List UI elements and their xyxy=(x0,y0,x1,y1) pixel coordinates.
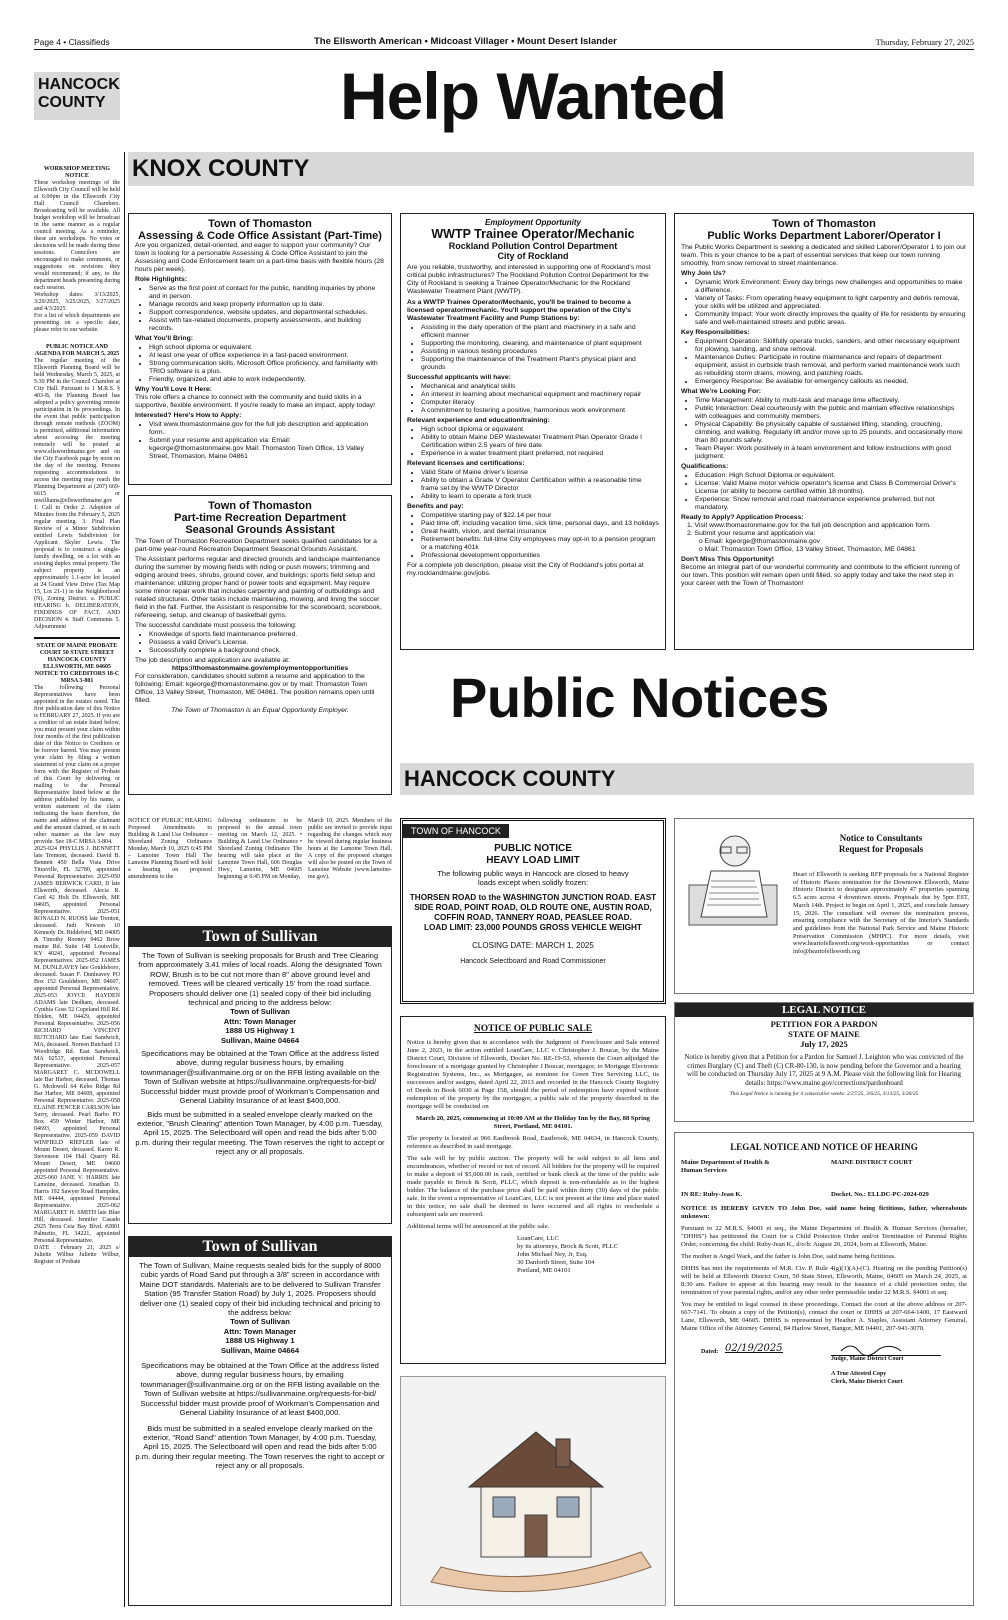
hearing-p4: You may be entitled to legal counsel in these proceedings. Contact the court at the above address or 207-667-7141. To obtain a copy of the Petition(s), contact the court or DHHS at 207-664-1400, 17 Eastward Lane, Ellsworth, ME 04605. DHHS is represented by Heather A. Staples, Assistant Attorney General, Maine Office of the Attorney General, 84 Harlow Street, Bangor, ME 04401, 207-941-3070. xyxy=(681,1301,967,1332)
consultants-title2: Request for Proposals xyxy=(838,844,924,854)
address-line: Town of Sullivan xyxy=(230,1317,290,1327)
job1-bring-list xyxy=(135,344,385,384)
address-line: 1888 US Highway 1 xyxy=(225,1026,295,1036)
notice-public-sale xyxy=(400,1016,666,1364)
job3-edu-heading: Relevant experience and education/training: xyxy=(407,417,550,424)
list-item: • Computer literacy xyxy=(421,399,659,407)
job1-love: This role offers a chance to connect with the community and build skills in a supportive, flexible environment. If you're ready to make an impact, apply today! xyxy=(135,394,376,409)
job3-city: City of Rockland xyxy=(497,251,569,261)
job3-lic xyxy=(407,469,659,501)
job4-qual xyxy=(681,472,967,512)
list-item: 2. Submit your resume and application via: xyxy=(687,530,816,537)
list-item: • Ability to obtain a Grade V Operator Certification within a reasonable time frame set by the WWTP Director xyxy=(421,477,659,493)
job3-dept: Rockland Pollution Control Department xyxy=(448,241,618,251)
sale-p4: Additional terms will be announced at the public sale. xyxy=(407,1223,550,1230)
list-item: • Manage records and keep property information up to date. xyxy=(149,301,385,309)
sullivan1-p5: Bids must be submitted in a sealed envelope clearly marked on the exterior, "Brush Clearing" attention Town Manager, by 4:00 p.m. Tuesday, April 15, 2025. The Selectboard will open and read the bids after 5:00 p.m. during their regular meeting. The Town reserves the right to accept or reject any or all proposals. xyxy=(135,1109,385,1157)
hearing-dated-label: Dated: xyxy=(701,1349,719,1355)
sullivan1-title: Town of Sullivan xyxy=(129,927,391,947)
list-item: • Supporting the monitoring, cleaning, and maintenance of plant equipment xyxy=(421,340,659,348)
list-item: • License: Valid Maine motor vehicle operator's license and Class B Commercial Driver's License (or ability to become certified within 18 months). xyxy=(695,480,967,496)
hancock-county-banner: HANCOCK COUNTY xyxy=(400,763,974,795)
sullivan2-p4: Successful bidder must provide proof of Workman's Compensation and General Liability Insurance of at least $400,000. xyxy=(140,1398,380,1418)
list-item: • A commitment to fostering a positive, harmonious work environment xyxy=(421,407,659,415)
job3-outro: For a complete job description, please visit the City of Rockland's jobs portal at my.rocklandmaine.gov/jobs. xyxy=(407,562,644,577)
legal-notice-hearing xyxy=(674,1132,974,1606)
list-item: • Paid time off, including vacation time, sick time, personal days, and 13 holidays xyxy=(421,520,659,528)
list-item: • High school diploma or equivalent xyxy=(421,426,659,434)
hearing-left-head: Maine Department of Health & Human Services xyxy=(681,1159,770,1174)
judge-signature xyxy=(831,1341,941,1355)
hearing-p2: The mother is Angel Wark, and the father is John Doe, said name being fictitious. xyxy=(681,1253,896,1260)
list-item: • Dynamic Work Environment: Every day brings new challenges and opportunities to make a difference. xyxy=(695,279,967,295)
job2-url[interactable]: https://thomastonmaine.gov/employmentopportunities xyxy=(171,665,349,672)
list-item: • Time Management: Ability to multi-task and manage time effectively. xyxy=(695,397,967,405)
hearing-judge: Judge, Maine District Court xyxy=(831,1355,941,1363)
pardon-body: Notice is hereby given that a Petition for a Pardon for Samuel J. Leighton who was convicted of the crimes Burglary (C) and Theft (C) CR-80-130, is now pending before the Governor and a hearing will be conducted on Thursday July 17, 2025 at 9 A.M. Please visit the following link for Hearing details: https://www.maine.gov/corrections/pardonboard xyxy=(684,1053,964,1087)
job3-bold: As a WWTP Trainee Operator/Mechanic, you'll be trained to become a licensed operator/mechanic. You'll support the operation of the City's Wastewater Treatment Facility and Pump Stations by: xyxy=(407,299,631,322)
job4-intro: The Public Works Department is seeking a dedicated and skilled Laborer/Operator 1 to join our team. This is your chance to be a part of essential services that keep our town running smoothly, from snow removal to street maintenance. xyxy=(681,244,967,267)
list-item: • Physical Capability: Be physically capable of sustained lifting, standing, crouching, climbing, and walking. Regularly lift and/or move up to 25 pounds, and occasionally more than 80 pounds safely. xyxy=(695,421,967,445)
list-item: • High school diploma or equivalent. xyxy=(149,344,385,352)
list-item: • Ability to obtain Maine DEP Wastewater Treatment Plan Operator Grade I Certification within 2.5 years of hire date xyxy=(421,434,659,450)
list-item: • Team Player: Work positively in a team environment and follow instructions with good judgment. xyxy=(695,445,967,461)
sullivan2-p3: Specifications may be obtained at the Town Office at the address listed above, during regular business hours, by emailing townmanager@sullivanmaine.org or on the RFB listing available on the Town of Sullivan website at https://sullivanmaine.org/requests-for-bid/ xyxy=(140,1361,380,1399)
hancock-load-closing: CLOSING DATE: MARCH 1, 2025 xyxy=(472,941,594,950)
workshop-dates: Workshop dates: 3/13/2025, 3/20/2025, 3/25/2025, 3/27/2025 and 4/3/2025 xyxy=(34,292,120,312)
list-item: • Ability to learn to operate a fork truck xyxy=(421,493,659,501)
signature-line: LoanCare, LLC xyxy=(517,1235,559,1242)
list-item: • Serve as the first point of contact for the public, handling inquiries by phone and in person. xyxy=(149,285,385,301)
legal-notice-pardon xyxy=(674,1002,974,1122)
signature-line: Portland, ME 04101 xyxy=(517,1267,571,1274)
job-wwtp-trainee xyxy=(400,213,666,650)
job3-ben xyxy=(407,512,659,560)
job4-resp-heading: Key Responsibilities: xyxy=(681,329,750,336)
list-item: • Emergency Response: Be available for emergency callouts as needed. xyxy=(695,378,967,386)
consultants-body: Heart of Ellsworth is seeking RFP proposals for a National Register of Historic Places nomination for the Downtown Ellsworth, Maine Historic District to designate approximately 47 properties spanning 6.5 acres across 4 downtown streets. Proposals due by 5pm EST, March 14th. Project to begin on April 1, 2025, and conclude January 15, 2026. The consultant will oversee the nomination process, ensuring compliance with the Secretary of the Interior's Standards and guidelines from the National Park Service and Maine Historic Preservation Commission (MHPC). For more details, visit www.heartofellsworth.org/work-opportunities or contact info@heartofellsworth.org xyxy=(793,871,969,956)
job2-p3: The successful candidate must possess the following: xyxy=(135,622,297,629)
list-item: o Mail: Thomaston Town Office, 13 Valley Street, Thomaston, ME 04861 xyxy=(699,546,916,553)
sale-p3: The sale will be by public auction. The property will be sold subject to all liens and encumbrances, whether of record or not of record. All bidders for the property will be required to make a deposit of $5,000.00 in cash, certified or bank check at the time of the public sale made payable to Brock & Scott, PLLC, which deposit is non-refundable as to the highest bidder. The balance of the purchase price shall be paid within thirty (30) days of the public sale. In the event a representative of LoanCare, LLC is not present at the time and place stated in this notice, no sale shall be deemed to have occurred and all rights to reschedule a subsequent sale are reserved. xyxy=(407,1155,659,1218)
pardon-t2: STATE OF MAINE xyxy=(788,1029,860,1039)
address-line: Sullivan, Maine 04664 xyxy=(220,1345,300,1355)
job4-title: Public Works Department Laborer/Operator I xyxy=(707,230,941,242)
job1-apply-heading: Interested? Here's How to Apply: xyxy=(135,412,242,419)
address-line: Sullivan, Maine 04664 xyxy=(220,1035,300,1045)
probate-title: STATE OF MAINE PROBATE COURT 50 STATE STREET HANCOCK COUNTY ELLSWORTH, ME 04605 xyxy=(36,643,118,670)
sale-title: NOTICE OF PUBLIC SALE xyxy=(473,1024,593,1034)
list-item: • Visit www.thomastonmaine.gov for the full job description and application form. xyxy=(149,421,385,437)
hancock-load-roads: THORSEN ROAD to the WASHINGTON JUNCTION ROAD. EAST SIDE ROAD, POINT ROAD, OLD ROUTE ONE, AUSTIN ROAD, COFFIN ROAD, TANNERY ROAD, PEASLEE ROAD. xyxy=(409,893,657,922)
issue-date: Thursday, February 27, 2025 xyxy=(875,37,974,47)
list-item: • Mechanical and analytical skills xyxy=(421,383,659,391)
planning-title: PUBLIC NOTICE AND AGENDA FOR MARCH 5, 2025 xyxy=(34,344,120,357)
signature-line: John Michael Ney, Jr, Esq. xyxy=(517,1251,588,1258)
probate-sign: DATE : February 21, 2025 s/ Juliette Wilbur Juliette Wilbur, Register of Probate xyxy=(34,1245,120,1265)
list-item: • Retirement benefits: full-time City employees may opt-in to a pension program or a matching 401k xyxy=(421,536,659,552)
job2-eoe: The Town of Thomaston is an Equal Opportunity Employer. xyxy=(171,707,349,714)
workshop-title: WORKSHOP MEETING NOTICE xyxy=(43,166,111,179)
sale-date: March 20, 2025, commencing at 10:00 AM at the Holiday Inn by the Bay, 88 Spring Street, Portland, ME 04101. xyxy=(416,1115,650,1130)
hancock-county-tag: HANCOCK COUNTY xyxy=(34,72,120,120)
list-item: o Email: kgeorge@thomastonmaine.gov xyxy=(699,538,820,545)
list-item: • Submit your resume and application via: Email: kgeorge@thomastonmaine.gov Mail: Thomaston Town Office, 13 Valley Street, Thomaston, Maine 04861 xyxy=(149,437,385,461)
job2-title2: Seasonal Grounds Assistant xyxy=(185,524,335,536)
hearing-p1: Pursuant to 22 M.R.S. §4001 et seq., the Maine Department of Health & Human Services (hereafter, "DHHS") has petitioned the Court for a Child Protection Order and/or Termination of Parental Rights Order, concerning the child: Ruby-Jean K., d/o/b: August 20, 2024, born at Ellsworth, Maine. xyxy=(681,1225,967,1248)
job3-title: WWTP Trainee Operator/Mechanic xyxy=(431,227,635,241)
job2-p5: For consideration, candidates should submit a resume and application to the following: Email: kgeorge@thomastonmaine.gov or by mail: Thomaston Town Office, 13 Valley Street, Thomaston, ME 04861. The position remains open until filled. xyxy=(135,673,375,704)
lamoine-col-3: March 10, 2025. Members of the public are invited to provide input regarding the changes which may be viewed during regular business hours at the Lamoine Town Hall. A copy of the proposed changes will also be posted on the Town of Lamoine Website (www.lamoine-me.gov). xyxy=(308,818,392,880)
job3-have-heading: Successful applicants will have: xyxy=(407,374,511,381)
job2-p1: The Town of Thomaston Recreation Department seeks qualified candidates for a part-time year-round Recreation Department Seasonal Grounds Assistant. xyxy=(135,538,377,553)
list-item: • Valid State of Maine driver's license xyxy=(421,469,659,477)
hancock-load-intro: The following public ways in Hancock are closed to heavy loads except when solidly frozen: xyxy=(437,869,629,887)
sullivan2-p1: The Town of Sullivan, Maine requests sealed bids for the supply of 8000 cubic yards of Road Sand put through a 3/8" screen in accordance with Maine DOT standards. Materials are to be delivered to Sullivan Transfer Station (95 Transfer Station Road) by July 1, 2025. Proposers should deliver one (1) sealed copy of their bid including technical and pricing to the address below: xyxy=(139,1261,381,1318)
signature-line: by its attorneys, Brock & Scott, PLLC xyxy=(517,1243,619,1250)
probate-subtitle: NOTICE TO CREDITORS 18-C MRSA 3-801 xyxy=(34,671,120,684)
job1-org: Town of Thomaston xyxy=(208,218,312,230)
planning-body: The regular meeting of the Ellsworth Planning Board will be held Wednesday, March 5, 2025, at 5:30 PM in the Council Chamber at City Hall. Pursuant to 1 M.R.S. § 403-B, the Planning Board has adopted a policy governing remote participation in its proceedings. In the event that public participation through remote methods (ZOOM) is permitted, additional information about accessing the meeting remotely will be posted at www.ellsworthmaine.gov and on the City Facebook page by noon on the day of the meeting. Persons requesting accommodations to access the meeting may reach the Planning Department at (207) 669-6615 or mwilliams@ellsworthmaine.gov xyxy=(34,358,120,504)
sullivan1-p2: Proposers should deliver one (1) sealed copy of their bid including technical and pricing to the address below: xyxy=(148,988,372,1008)
sullivan1-p3: Specifications may be obtained at the Town Office at the address listed above, during regular business hours, by emailing townmanager@sullivanmaine.org or on the RFB listing available on the Town of Sullivan website at https://sullivanmaine.org/requests-for-bid/ xyxy=(140,1049,380,1087)
sullivan2-title: Town of Sullivan xyxy=(129,1237,391,1257)
list-item: • Assisting in the daily operation of the plant and machinery in a safe and efficient manner xyxy=(421,324,659,340)
pardon-foot: This Legal Notice is running for 4 consecutive weeks: 2/27/25, 3/6/25, 3/13/25, 3/20/25 xyxy=(729,1091,919,1098)
job4-miss: Become an integral part of our wonderful community and contribute to the efficient running of our town. This position will remain open until filled, so apply today and take the next step in your career with the Town of Thomaston! xyxy=(681,564,960,587)
help-wanted-title: Help Wanted xyxy=(340,59,727,133)
signature-line: 30 Danforth Street, Suite 104 xyxy=(517,1259,595,1266)
job4-why-heading: Why Join Us? xyxy=(681,270,726,277)
job4-resp xyxy=(681,338,967,386)
address-line: Attn: Town Manager xyxy=(223,1016,297,1026)
list-item: • Equipment Operation: Skillfully operate trucks, sanders, and other necessary equipment for plowing, sanding, and snow removal. xyxy=(695,338,967,354)
address-line: 1888 US Highway 1 xyxy=(225,1336,295,1346)
job-public-works xyxy=(674,213,974,650)
newspaper-reader-illustration xyxy=(681,825,785,929)
list-item: • Friendly, organized, and able to work independently. xyxy=(149,376,385,384)
list-item: • Assist with tax-related documents, property assessments, and building records. xyxy=(149,317,385,333)
hearing-dated-value: 02/19/2025 xyxy=(725,1343,783,1354)
page-header xyxy=(34,36,974,50)
house-in-hand-illustration xyxy=(400,1376,666,1606)
job4-look xyxy=(681,397,967,461)
list-item: • At least one year of office experience in a fast-paced environment. xyxy=(149,352,385,360)
job1-role-list xyxy=(135,285,385,333)
sidebar-divider xyxy=(34,637,120,639)
job3-ben-heading: Benefits and pay: xyxy=(407,503,464,510)
hancock-load-title2: HEAVY LOAD LIMIT xyxy=(486,855,580,866)
list-item: • Experience: Snow removal and road maintenance experience preferred, but not mandatory. xyxy=(695,496,967,512)
sullivan2-p5: Bids must be submitted in a sealed envelope clearly marked on the exterior, "Road Sand" attention Town Manager, by 4:00 p.m. Tuesday, April 15, 2025. The Selectboard will open and read the bids after 5:00 p.m. during their regular meeting. The Town reserves the right to accept or reject any or all proposals. xyxy=(135,1423,385,1471)
list-item: • Public Interaction: Deal courteously with the public and maintain effective relationships with colleagues and community members. xyxy=(695,405,967,421)
hancock-load-limit: LOAD LIMIT: 23,000 POUNDS GROSS VEHICLE WEIGHT xyxy=(424,923,642,932)
hearing-re: IN RE: Ruby-Jean K. xyxy=(681,1191,743,1198)
list-item: • Successfully complete a background check. xyxy=(149,647,385,655)
job3-edu xyxy=(407,426,659,458)
workshop-more: For a list of which departments are presenting on a specific date, please refer to our website. xyxy=(34,313,120,333)
hancock-load-tag: TOWN OF HANCOCK xyxy=(403,824,509,838)
job2-title1: Part-time Recreation Department xyxy=(174,512,346,524)
planning-items: 1. Call to Order 2. Adoption of Minutes from the February 5, 2025 regular meeting. 3. Final Plan Review of a Minor Subdivision entitled Lewis Subdivision for Applicant Skyler Lewis. The proposal is to construct a single-family dwelling, on a lot with an existing duplex rental property. The subject property is an approximately 1.1-acre lot located at 24 Grand View Drive (Tax Map 15, Lot 21-1) in the Neighborhood (N), Zoning District. a. PUBLIC HEARING b. DELIBERATION, FINDINGS OF FACT, AND DECISION 4. Staff Comments 5. Adjournment xyxy=(34,505,120,630)
pardon-tag: LEGAL NOTICE xyxy=(675,1003,973,1017)
sullivan-road-sand xyxy=(128,1236,392,1606)
list-item: • Supporting the maintenance of the Treatment Plant's physical plant and grounds xyxy=(421,356,659,372)
workshop-body: These workshop meetings of the Ellsworth City Council will be held at 6:00pm in the Ellsworth City Hall Council Chambers. Broadcasting will be available. All budget workshop will be broadcast in the same manner as a regular council meeting. As a reminder, these are workshops. No votes or decisions will be made during these sessions. Councilors are encouraged to make comments, or suggestions on revisions they would recommend; if any, to the department heads presenting during each session. xyxy=(34,180,120,291)
list-item: • An interest in learning about mechanical equipment and machinery repair xyxy=(421,391,659,399)
list-item: • Experience in a water treatment plant preferred, not required xyxy=(421,450,659,458)
list-item: • Competitive starting pay of $22.14 per hour xyxy=(421,512,659,520)
hancock-load-sign: Hancock Selectboard and Road Commissioner xyxy=(460,958,606,965)
address-line: Attn: Town Manager xyxy=(223,1326,297,1336)
job3-lic-heading: Relevant licenses and certifications: xyxy=(407,460,525,467)
list-item: • Great health, vision, and dental insurance xyxy=(421,528,659,536)
hearing-docket: Docket. No.: ELLDC-PC-2024-029 xyxy=(831,1191,929,1198)
list-item: • Community Impact: Your work directly improves the quality of life for residents by ensuring safe and well-maintained streets and public areas. xyxy=(695,311,967,327)
job1-bring-heading: What You'll Bring: xyxy=(135,335,193,342)
lamoine-col-1: NOTICE OF PUBLIC HEARING Proposed Amendments to Building & Land Use Ordinance -Shoreland Zoning Ordinance Monday, March 10, 2025 6:45 PM – Lamoine Town Hall The Lamoine Planning Board will hold a hearing on proposed amendments to the xyxy=(128,818,212,880)
probate-estates: 2025-024 PHYLLIS J. BENNETT late Tremont, deceased. David B. Bennett 450 Bella Vista Drive Titusville, FL 32780, appointed Personal Representative. 2025-050 JAMES BERWICK CARD, II late Ellsworth, deceased. Alecia R. Card 42 Holt Dr. Ellsworth, ME 04605, appointed Personal Representative. 2025-051 RONALD N. RUOSS late Trenton, deceased. Judi Newson 10 Kennedy Dr. Biddeford, ME 04005 & Timothy Rooney 9462 Brow maine Rd. Suite 148 Louisville, KY 40241, appointed Personal Representatives. 2025-052 JAMES M. DUNLEAVEY late Gouldsboro, deceased. Susan F. Dunleavey PO Box 152 Gouldsboro, ME 04607, appointed Personal Representative. 2025-053 JOYCE HAYDEN ADAMS late Dedham, deceased. Cynthia Goss 52 Copeland Hill Rd. Holden, ME 04429, appointed Personal Representative. 2025-056 RICHARD VINCENT BUTCHARD late East Sandwich, MA, deceased. Noreen Butchard 13 Woodridge Rd. East Sandwich, MA 02537, appointed Personal Representative. 2025-057 MARGARET C. MCDOWELL late Bar Harbor, deceased. Thomas G. Mcdowell 64 Kebo Ridge Rd Bar Harbor, ME 04609, appointed Personal Representative. 2025-058 ELAINE FENCER CARLSON late Surry, deceased. Pearl Barbo PO Box 459 Winter Harbor, ME 04693, appointed Personal Representative. 2025-059 DAVID WINFIELD RIEFLER late of Mount Desert, deceased. Karen R. Stevenson 104 Hall Quarry Rd. Mount Desert, ME 04660 appointed Personal Representative. 2025-060 JANE V. HARRIS late Lamoine, deceased. Jonathan D. Harris 192 Sawyer Road Hampden, ME 04444, appointed Personal Representative. 2025-062 MARGARET H. SMITH late Blue Hill, deceased. Jennifer Casado 2925 Terra Ceia Bay Blvd. #2801 Palmetto, FL 34221, appointed Personal Representative. xyxy=(34,846,120,1244)
address-line: Town of Sullivan xyxy=(230,1007,290,1017)
sullivan-brush-clearing xyxy=(128,926,392,1224)
job1-love-heading: Why You'll Love It Here: xyxy=(135,386,212,393)
hearing-p3: DHHS has met the requirements of M.R. Civ. P. Rule 4(g)(1)(A)-(C). Hearing on the pending Petition(s) will be held at Ellsworth District Court, 50 State Street, Ellsworth, Maine, 04605 on March 24, 2025, at 8:30 am. Failure to appear at this hearing may result in the issuance of a child protection order, the termination of your parental rights, and/or any other order permissible under 22 M.R.S. §4001 et seq. xyxy=(681,1265,967,1296)
job2-p2: The Assistant performs regular and directed grounds and landscape maintenance during the summer by mowing fields with riding or push mowers; trimming and edging around trees, shrubs, ground cover, and buildings; sports field setup and maintenance; utilizing proper hand or power tools and equipment. May require some minor repair work that includes carpentry and painting of outbuildings and related structures. Other tasks include maintaining, mowing, and lining the soccer field in the fall. Further, the Assistant is responsible for the scoreboard, scorebook, refereeing, setup, and cleanup of basketball gyms. xyxy=(135,556,382,619)
hancock-load-title1: PUBLIC NOTICE xyxy=(494,843,572,854)
job3-intro: Are you reliable, trustworthy, and interested in supporting one of Rockland's most critical public infrastructures? The Rockland Pollution Control Department for the City of Rockland is seeking a Trainee Operator/Mechanic for the Rockland Wastewater Treatment Plant (WWTP). xyxy=(407,264,651,295)
job1-title: Assessing & Code Office Assistant (Part-Time) xyxy=(138,230,382,242)
consultants-title1: Notice to Consultants xyxy=(839,833,923,843)
consultants-rfp xyxy=(674,818,974,994)
sullivan1-p1: The Town of Sullivan is seeking proposals for Brush and Tree Clearing from approximately 3.41 miles of local roads. Along the designated Town ROW, Brush is to be cut not more than 8" above ground level and removed. Trees will be cleared vertically 15' from the road surface. xyxy=(138,951,382,989)
list-item: • Professional development opportunities xyxy=(421,552,659,560)
lamoine-col-2: following ordinances to be proposed to the annual town meeting on March 12, 2025. • Building & Land Use Ordinance • Shoreland Zoning Ordinance The hearing will take place at the Lamoine Town Hall, 606 Douglas Hwy., Lamoine, ME 04605 beginning at 6:45 PM on Monday, xyxy=(218,818,302,880)
list-item: 1. Visit www.thomastonmaine.gov for the full job description and application form. xyxy=(687,522,931,529)
job-recreation-grounds xyxy=(128,495,392,795)
page-label: Page 4 • Classifieds xyxy=(34,37,110,47)
list-item: • Support correspondence, website updates, and departmental schedules. xyxy=(149,309,385,317)
hearing-right-head: MAINE DISTRICT COURT xyxy=(831,1159,913,1166)
job3-kicker: Employment Opportunity xyxy=(485,218,581,227)
probate-body: The following Personal Representatives have been appointed in the estates noted. The first publication date of this Notice is FEBRUARY 27, 2025. If you are a creditor of an estate listed below, you must present your claim within four months of the first publication date of this Notice to Creditors or be forever barred. You may present your claim by filing a written statement of your claim on a proper form with the Register of Probate of this Court by delivering or mailing to the Personal Representative listed below at the address published by his name, a written statement of the claim indicating the basis therefore, the name and address of the claimant and the amount claimed, or in such other manner as the law may provide. See 18-C MRSA 3-804. xyxy=(34,685,120,845)
lamoine-hearing-notice xyxy=(128,818,392,916)
publication-names: The Ellsworth American • Midcoast Villager • Mount Desert Islander xyxy=(314,36,617,47)
job-assessing-assistant xyxy=(128,213,392,485)
job4-why xyxy=(681,279,967,327)
sidebar-rule xyxy=(124,152,125,1607)
job3-duties xyxy=(407,324,659,372)
list-item: • Variety of Tasks: From operating heavy equipment to light carpentry and debris removal, your skills will be utilized and appreciated. xyxy=(695,295,967,311)
list-item: • Education: High School Diploma or equivalent. xyxy=(695,472,967,480)
job4-miss-heading: Don't Miss This Opportunity! xyxy=(681,556,774,563)
job2-org: Town of Thomaston xyxy=(208,500,312,512)
job3-have xyxy=(407,383,659,415)
sidebar xyxy=(34,166,120,1606)
sullivan1-p4: Successful bidder must provide proof of Workman's Compensation and General Liability Insurance of at least $400,000. xyxy=(140,1086,380,1106)
job4-look-heading: What We're Looking For: xyxy=(681,388,762,395)
hearing-copy: A True Attested Copy xyxy=(831,1371,887,1377)
job4-ready-heading: Ready to Apply? Application Process: xyxy=(681,514,804,521)
pardon-t1: PETITION FOR A PARDON xyxy=(770,1019,878,1029)
sale-p1: Notice is hereby given that in accordance with the Judgment of Foreclosure and Sale entered June 2, 2023, in the action entitled LoanCare, LLC v. Christopher J. Boucar, by the Maine District Court, Division of Ellsworth, Docket No. RE-19-53, wherein the Court adjudged the foreclosure of a mortgage granted by Christopher J Boucar, mortgagor, to Mortgage Electronic Registration Systems, Inc., as Mortgagee, as nominee for Green Tree Servicing LLC, its successors and/or assigns, dated April 22, 2013 and recorded in the Hancock County Registry of Deeds in Book 6030 at Page 158, should the period of redemption have expired without redemption of the property by the mortgagor, a public sale of the property described in the mortgage will be conducted on xyxy=(407,1039,659,1110)
hancock-heavy-load xyxy=(400,818,666,1004)
knox-county-banner: KNOX COUNTY xyxy=(128,152,974,186)
list-item: • Strong communication skills, Microsoft Office proficiency, and familiarity with TRIO software is a plus. xyxy=(149,360,385,376)
list-item: • Assisting in various testing procedures xyxy=(421,348,659,356)
hearing-clerk: Clerk, Maine District Court xyxy=(831,1379,903,1385)
hearing-given: NOTICE IS HEREBY GIVEN TO John Doe, said name being fictitious, father, whereabouts unknown: xyxy=(681,1205,967,1220)
hearing-title: LEGAL NOTICE AND NOTICE OF HEARING xyxy=(730,1142,918,1152)
list-item: • Maintenance Duties: Participate in routine maintenance and repairs of department equipment, assist in curbside trash removal, and perform varied maintenance work such as rebuilding storm drains, mowing, and patching roads. xyxy=(695,354,967,378)
job2-list xyxy=(135,631,385,655)
job4-org: Town of Thomaston xyxy=(772,218,876,230)
list-item: • Knowledge of sports field maintenance preferred. xyxy=(149,631,385,639)
job1-apply-list xyxy=(135,421,385,461)
job4-qual-heading: Qualifications: xyxy=(681,463,729,470)
sale-p2: The property is located at 966 Eastbrook Road, Eastbrook, ME 04634, in Hancock County, reference as described in said mortgage. xyxy=(407,1135,659,1150)
public-notices-title: Public Notices xyxy=(450,666,829,729)
job2-p4: The job description and application are available at: xyxy=(135,657,290,664)
job1-intro: Are you organized, detail-oriented, and eager to support your community? Our town is looking for a personable Assessing & Code Office Assistant to join the Assessing and Code Enforcement team on a part-time basis with flexible hours (28 hours per week). xyxy=(135,242,384,273)
list-item: • Possess a valid Driver's License. xyxy=(149,639,385,647)
job1-role-heading: Role Highlights: xyxy=(135,276,188,283)
pardon-t3: July 17, 2025 xyxy=(800,1039,848,1049)
